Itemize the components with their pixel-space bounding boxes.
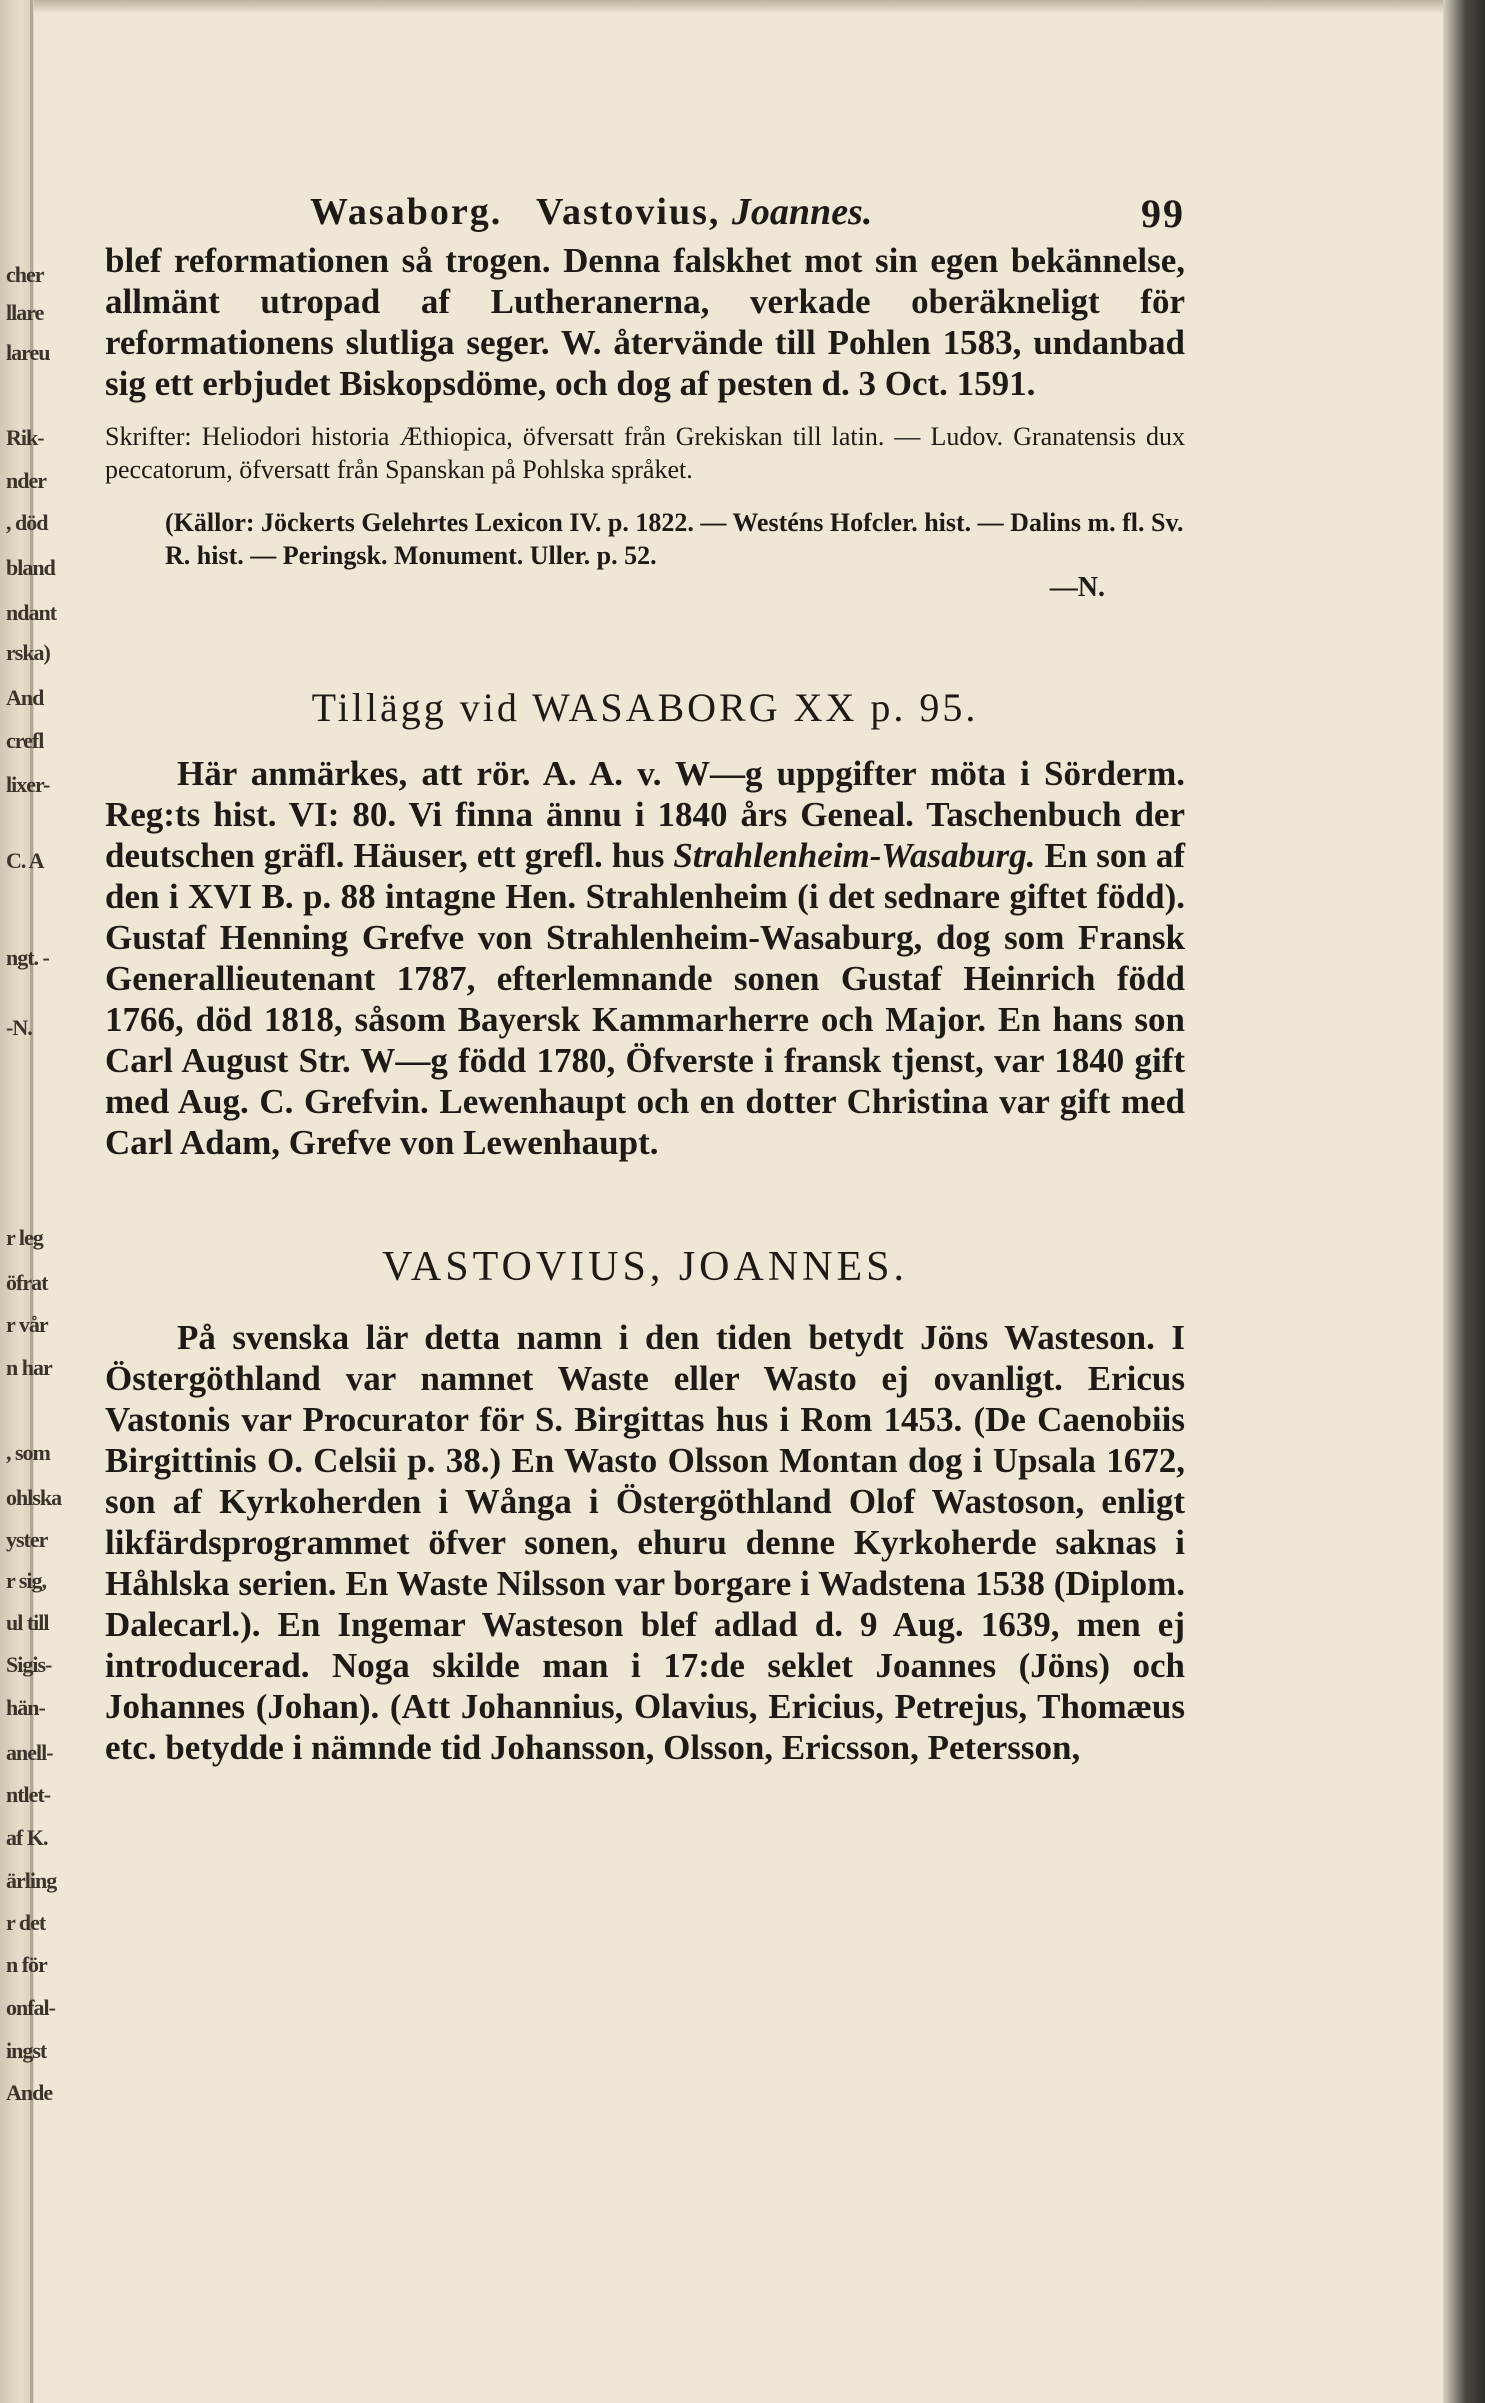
bleedthrough-fragment: n har	[6, 1355, 52, 1380]
bleedthrough-fragment: lareu	[6, 340, 50, 365]
entry1-writings: Skrifter: Heliodori historia Æthiopica, öfversatt från Grekiskan till latin. — Ludov. Granatensis dux peccatorum, öfversatt från Spanskan på Pohlska språket.	[105, 422, 1185, 484]
bleedthrough-fragment: yster	[6, 1527, 48, 1552]
bleedthrough-fragment: ul till	[6, 1610, 49, 1635]
page-right-edge	[1443, 0, 1485, 2403]
addendum-text-end: En son af den i XVI B. p. 88 intagne Hen. Strahlenheim (i det sednare giftet född). Gustaf Henning Grefve von Strahlenheim-Wasaburg, dog som Fransk Generallieutenant 1787, efterlemnande sonen Gustaf Heinrich född 1766, död 1818, såsom Bayersk Kammarherre och Major. En hans son Carl August Str. W—g född 1780, Öfverste i fransk tjenst, var 1840 gift med Aug. C. Grefvin. Lewenhaupt och en dotter Christina var gift med Carl Adam, Grefve von Lewenhaupt.	[105, 836, 1185, 1162]
bleedthrough-fragment: öfrat	[6, 1270, 48, 1295]
bleedthrough-fragment: nder	[6, 468, 46, 493]
page-content	[105, 180, 1185, 1768]
bleedthrough-fragment: Rik-	[6, 425, 44, 450]
bleedthrough-fragment: , som	[6, 1440, 50, 1465]
bleedthrough-fragment: af K.	[6, 1825, 48, 1850]
entry2-heading: VASTOVIUS, JOANNES.	[381, 1244, 909, 1290]
bleedthrough-fragment: rska)	[6, 640, 50, 665]
addendum-heading: Tillägg vid WASABORG XX p. 95.	[311, 685, 979, 730]
bleedthrough-fragment: ärling	[6, 1868, 57, 1893]
page-number: 99	[1141, 191, 1185, 236]
addendum-body	[105, 753, 1185, 1163]
addendum-text-start: Här anmärkes, att rör. A. A. v. W—g uppgifter möta i Sörderm. Reg:ts hist. VI: 80. Vi finna ännu i 1840 års Geneal. Taschenbuch der deutschen gräfl. Häuser, ett grefl. hus	[105, 754, 1185, 875]
bleedthrough-fragment: crefl	[6, 728, 44, 753]
bleedthrough-fragment: ngt. -	[6, 945, 49, 970]
bleedthrough-fragment: llare	[6, 300, 44, 325]
bleedthrough-fragment: And	[6, 685, 44, 710]
bleedthrough-fragment: onfal-	[6, 1995, 55, 2020]
page-top-edge	[0, 0, 1485, 14]
bleedthrough-fragment: r vår	[6, 1312, 48, 1337]
bleedthrough-fragment: hän-	[6, 1695, 45, 1720]
entry1-body: blef reformationen så trogen. Denna falskhet mot sin egen bekännelse, allmänt utropad af Lutheranerna, verkade oberäkneligt för reformationens slutliga seger. W. återvände till Pohlen 1583, undanbad sig ett erbjudet Biskopsdöme, och dog af pesten d. 3 Oct. 1591.	[105, 241, 1185, 403]
bleedthrough-fragment: bland	[6, 555, 55, 580]
bleedthrough-fragment: C. A	[6, 848, 44, 873]
entry1-signature: —N.	[1049, 572, 1105, 603]
entry2-body: På svenska lär detta namn i den tiden betydt Jöns Wasteson. I Östergöthland var namnet Waste eller Wasto ej ovanligt. Ericus Vastonis var Procurator för S. Birgittas hus i Rom 1453. (De Caenobiis Birgittinis O. Celsii p. 38.) En Wasto Olsson Montan dog i Upsala 1672, son af Kyrkoherden i Wånga i Östergöthland Olof Wastoson, enligt likfärdsprogrammet öfver sonen, ehuru denne Kyrkoherde saknas i Håhlska serien. En Waste Nilsson var borgare i Wadstena 1538 (Diplom. Dalecarl.). En Ingemar Wasteson blef adlad d. 9 Aug. 1639, men ej introducerad. Noga skilde man i 17:de seklet Joannes (Jöns) och Johannes (Johan). (Att Johannius, Olavius, Ericius, Petrejus, Thomæus etc. betydde i nämnde tid Johansson, Olsson, Ericsson, Petersson,	[105, 1318, 1185, 1767]
bleedthrough-fragment: lixer-	[6, 772, 50, 797]
bleedthrough-fragment: ntlet-	[6, 1782, 51, 1807]
bleedthrough-fragment: ndant	[6, 600, 57, 625]
bleedthrough-fragment: n för	[6, 1952, 47, 1977]
bleedthrough-fragment: ohlska	[6, 1485, 62, 1510]
bleedthrough-fragment: r leg	[6, 1225, 43, 1250]
bleedthrough-fragment: ingst	[6, 2038, 47, 2063]
header-entry: Vastovius,	[536, 191, 721, 233]
header-title	[310, 190, 872, 234]
bleedthrough-fragment: -N.	[6, 1015, 32, 1040]
bleedthrough-fragment: r det	[6, 1910, 46, 1935]
addendum-italic-name: Strahlenheim-Wasaburg.	[673, 836, 1036, 875]
bleedthrough-fragment: r sig,	[6, 1568, 47, 1593]
running-header	[105, 180, 1185, 240]
header-section: Wasaborg.	[310, 191, 503, 233]
bleedthrough-fragment: Ande	[6, 2080, 53, 2105]
bleedthrough-fragment: anell-	[6, 1740, 53, 1765]
header-entry-italic: Joannes.	[731, 191, 873, 233]
entry1-sources: (Källor: Jöckerts Gelehrtes Lexicon IV. p. 1822. — Westéns Hofcler. hist. — Dalins m. fl. Sv. R. hist. — Peringsk. Monument. Uller. p. 52.	[165, 508, 1184, 570]
bleedthrough-fragment: , död	[6, 510, 48, 535]
bleedthrough-fragment: Sigis-	[6, 1652, 52, 1677]
bleedthrough-fragment: cher	[6, 262, 44, 287]
